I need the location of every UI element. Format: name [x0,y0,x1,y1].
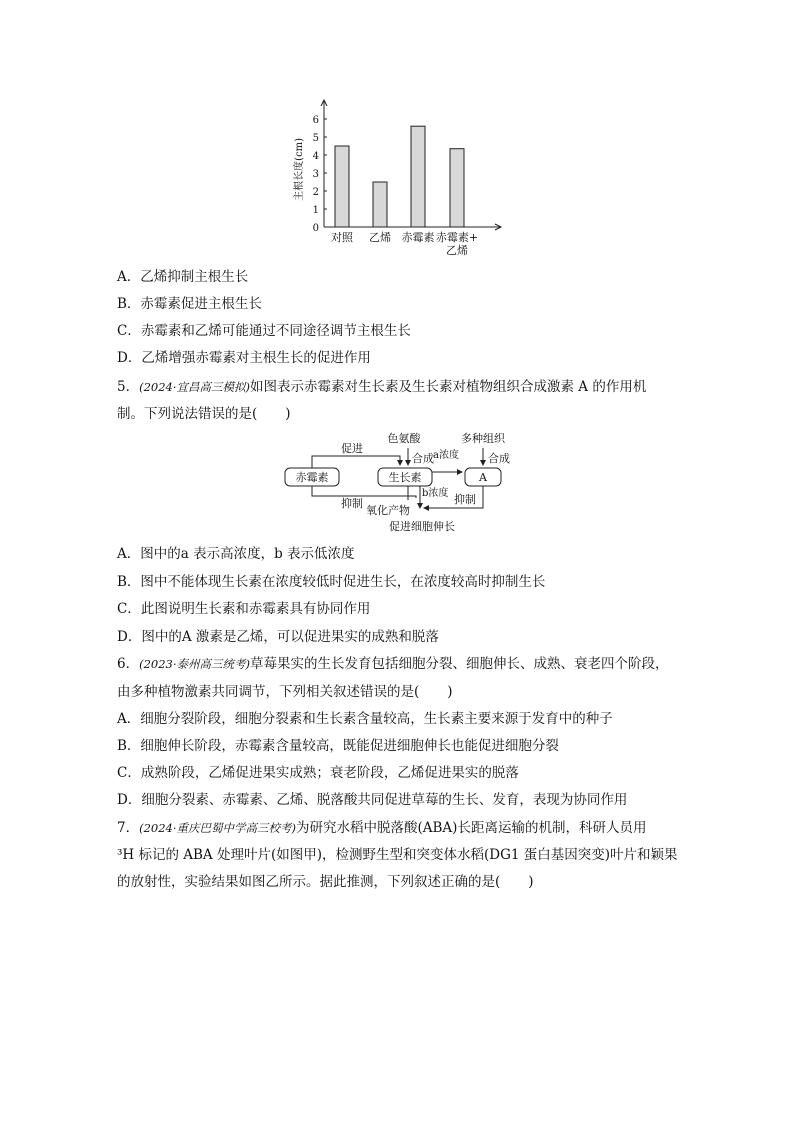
q6-number: 6． [117,656,140,672]
q5-option-d: D．图中的A 激素是乙烯，可以促进果实的成熟和脱落 [117,629,439,645]
q4-option-b: B．赤霉素促进主根生长 [117,296,262,312]
a-concentration-label: a浓度 [433,450,459,461]
tryptophan-label: 色氨酸 [387,432,421,445]
q5-stem-text1: 如图表示赤霉素对生长素及生长素对植物组织合成激素 A 的作用机 [250,379,647,395]
b-concentration-label: b浓度 [422,488,449,499]
inhibit-label-1: 抑制 [341,497,363,510]
q5-source: (2024·宜昌高三模拟) [139,380,250,394]
q6-stem-line1 [117,655,669,673]
hormone-a-label: A [479,471,487,484]
q7-stem-line2: ³H 标记的 ABA 处理叶片(如图甲)，检测野生型和突变体水稻(DG1 蛋白基因突变)叶片和颖果 [117,847,678,863]
q5-option-c: C．此图说明生长素和赤霉素具有协同作用 [117,601,371,617]
root-length-bar-chart [290,96,520,266]
q7-stem-text1: 为研究水稻中脱落酸(ABA)长距离运输的机制，科研人员用 [296,820,647,836]
x-category-label: 赤霉素+ [435,231,479,244]
bar-2 [373,182,387,227]
q5-number: 5． [117,379,140,395]
promote-label: 促进 [341,442,363,455]
q6-option-d: D．细胞分裂素、赤霉素、乙烯、脱落酸共同促进草莓的生长、发育，表现为协同作用 [117,792,628,808]
q6-option-a: A．细胞分裂阶段，细胞分裂素和生长素含量较高，生长素主要来源于发育中的种子 [117,711,613,727]
x-category-label: 赤霉素 [401,231,435,244]
q7-stem-text3: 的放射性，实验结果如图乙所示。据此推测，下列叙述正确的是( [117,874,501,890]
q5-stem-text2: 制。下列说法错误的是( [117,406,258,422]
q5-stem-close: ) [285,406,291,422]
hormone-mechanism-diagram [280,428,530,538]
inhibit-label-2: 抑制 [454,493,476,506]
oxidation-label: 氧化产物 [366,504,410,517]
bar-1 [335,146,349,227]
y-tick-label: 0 [312,223,319,234]
q5-option-b: B．图中不能体现生长素在浓度较低时促进生长，在浓度较高时抑制生长 [117,574,546,590]
q7-number: 7． [117,820,140,836]
q4-option-c: C．赤霉素和乙烯可能通过不同途径调节主根生长 [117,323,411,339]
y-tick-label: 3 [312,169,319,180]
q7-stem-line3 [117,873,534,891]
q4-option-a: A．乙烯抑制主根生长 [117,269,249,285]
y-tick-label: 5 [312,133,319,144]
synthesis-label-2: 合成 [488,452,510,465]
y-tick-label: 1 [312,205,319,216]
y-tick-label: 4 [312,151,319,162]
q5-stem-line1 [117,378,646,396]
x-category-label: 乙烯 [369,231,391,244]
elongation-label: 促进细胞伸长 [389,520,455,533]
y-tick-label: 6 [312,115,319,126]
inhibit-arrow-1 [312,486,416,498]
tissues-label: 多种组织 [461,432,505,445]
q6-option-b: B．细胞伸长阶段，赤霉素含量较高，既能促进细胞伸长也能促进细胞分裂 [117,738,559,754]
q6-stem-text1: 草莓果实的生长发育包括细胞分裂、细胞伸长、成熟、衰老四个阶段， [250,656,669,672]
q6-stem-text2: 由多种植物激素共同调节，下列相关叙述错误的是( [117,684,420,700]
q6-source: (2023·泰州高三统考) [139,657,250,671]
q6-stem-close: ) [447,684,453,700]
bar-3 [411,126,425,227]
q7-stem-close: ) [528,874,534,890]
q5-option-a: A．图中的a 表示高浓度，b 表示低浓度 [117,546,355,562]
q7-source: (2024·重庆巴蜀中学高三校考) [139,821,296,835]
synthesis-label-1: 合成 [412,452,434,465]
bar-4 [450,149,464,227]
q5-stem-line2 [117,405,291,423]
auxin-label: 生长素 [388,471,422,484]
gibberellin-label: 赤霉素 [295,471,329,484]
y-axis-label: 主根长度(cm) [294,137,305,201]
q7-stem-line1 [117,819,646,837]
q6-option-c: C．成熟阶段，乙烯促进果实成熟；衰老阶段，乙烯促进果实的脱落 [117,765,519,781]
q4-option-d: D．乙烯增强赤霉素对主根生长的促进作用 [117,350,371,366]
q6-stem-line2 [117,683,453,701]
y-tick-label: 2 [312,187,319,198]
promote-arrow [312,456,400,468]
x-category-label: 对照 [331,231,353,244]
x-category-label: 乙烯 [446,244,468,257]
